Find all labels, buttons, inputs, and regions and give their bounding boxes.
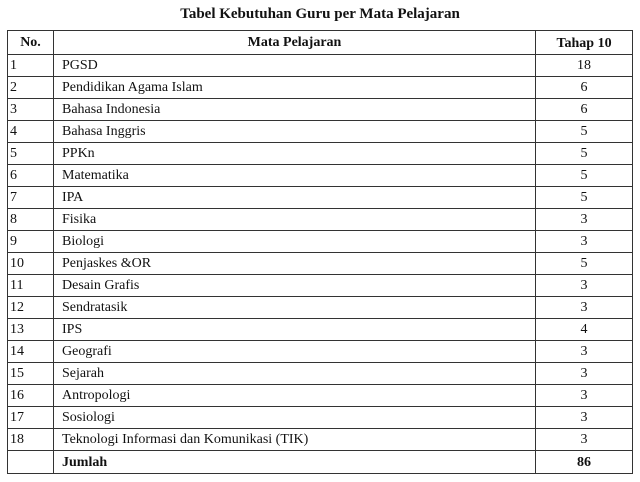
row-value: 5: [536, 143, 633, 165]
row-number: 18: [8, 429, 54, 451]
table-row: [8, 275, 633, 297]
row-value: 5: [536, 165, 633, 187]
row-number: 14: [8, 341, 54, 363]
row-number: 10: [8, 253, 54, 275]
header-tahap: Tahap 10: [536, 31, 633, 55]
row-value: 3: [536, 231, 633, 253]
row-subject: Antropologi: [54, 385, 536, 407]
row-subject: PPKn: [54, 143, 536, 165]
row-number: 12: [8, 297, 54, 319]
row-number: 17: [8, 407, 54, 429]
table-body: [8, 55, 633, 474]
teacher-needs-table: [7, 30, 633, 474]
row-number: 4: [8, 121, 54, 143]
table-header-row: [8, 31, 633, 55]
row-value: 5: [536, 253, 633, 275]
row-value: 3: [536, 363, 633, 385]
row-subject: PGSD: [54, 55, 536, 77]
row-value: 3: [536, 209, 633, 231]
table-row: [8, 385, 633, 407]
row-value: 3: [536, 385, 633, 407]
table-row: [8, 363, 633, 385]
row-number: 6: [8, 165, 54, 187]
row-number: 3: [8, 99, 54, 121]
row-subject: Bahasa Inggris: [54, 121, 536, 143]
row-value: 3: [536, 341, 633, 363]
row-subject: Bahasa Indonesia: [54, 99, 536, 121]
row-value: 3: [536, 429, 633, 451]
total-value: 86: [536, 451, 633, 474]
page-title: Tabel Kebutuhan Guru per Mata Pelajaran: [180, 6, 460, 22]
row-subject: Biologi: [54, 231, 536, 253]
row-subject: Sejarah: [54, 363, 536, 385]
table-row: [8, 77, 633, 99]
table-row: [8, 341, 633, 363]
row-subject: IPS: [54, 319, 536, 341]
row-number: 5: [8, 143, 54, 165]
table-row: [8, 55, 633, 77]
total-label: Jumlah: [54, 451, 536, 474]
row-subject: Penjaskes &OR: [54, 253, 536, 275]
row-value: 3: [536, 297, 633, 319]
row-value: 4: [536, 319, 633, 341]
row-subject: Pendidikan Agama Islam: [54, 77, 536, 99]
header-subject: Mata Pelajaran: [54, 31, 536, 55]
row-value: 6: [536, 77, 633, 99]
row-subject: Geografi: [54, 341, 536, 363]
row-number: 2: [8, 77, 54, 99]
table-row: [8, 407, 633, 429]
row-value: 3: [536, 275, 633, 297]
row-value: 18: [536, 55, 633, 77]
total-empty-cell: [8, 451, 54, 474]
row-number: 13: [8, 319, 54, 341]
row-value: 3: [536, 407, 633, 429]
row-number: 11: [8, 275, 54, 297]
row-value: 5: [536, 187, 633, 209]
table-row: [8, 209, 633, 231]
table-row: [8, 165, 633, 187]
row-number: 7: [8, 187, 54, 209]
table-row: [8, 187, 633, 209]
row-number: 15: [8, 363, 54, 385]
total-row: [8, 451, 633, 474]
row-value: 5: [536, 121, 633, 143]
row-subject: Sosiologi: [54, 407, 536, 429]
row-number: 8: [8, 209, 54, 231]
table-row: [8, 121, 633, 143]
table-row: [8, 253, 633, 275]
row-subject: Sendratasik: [54, 297, 536, 319]
row-number: 1: [8, 55, 54, 77]
row-subject: Fisika: [54, 209, 536, 231]
row-value: 6: [536, 99, 633, 121]
table-row: [8, 429, 633, 451]
row-subject: Matematika: [54, 165, 536, 187]
row-subject: Desain Grafis: [54, 275, 536, 297]
row-number: 16: [8, 385, 54, 407]
row-subject: IPA: [54, 187, 536, 209]
table-row: [8, 231, 633, 253]
table-row: [8, 143, 633, 165]
table-row: [8, 99, 633, 121]
header-no: No.: [8, 31, 54, 55]
row-number: 9: [8, 231, 54, 253]
row-subject: Teknologi Informasi dan Komunikasi (TIK): [54, 429, 536, 451]
table-row: [8, 297, 633, 319]
table-row: [8, 319, 633, 341]
